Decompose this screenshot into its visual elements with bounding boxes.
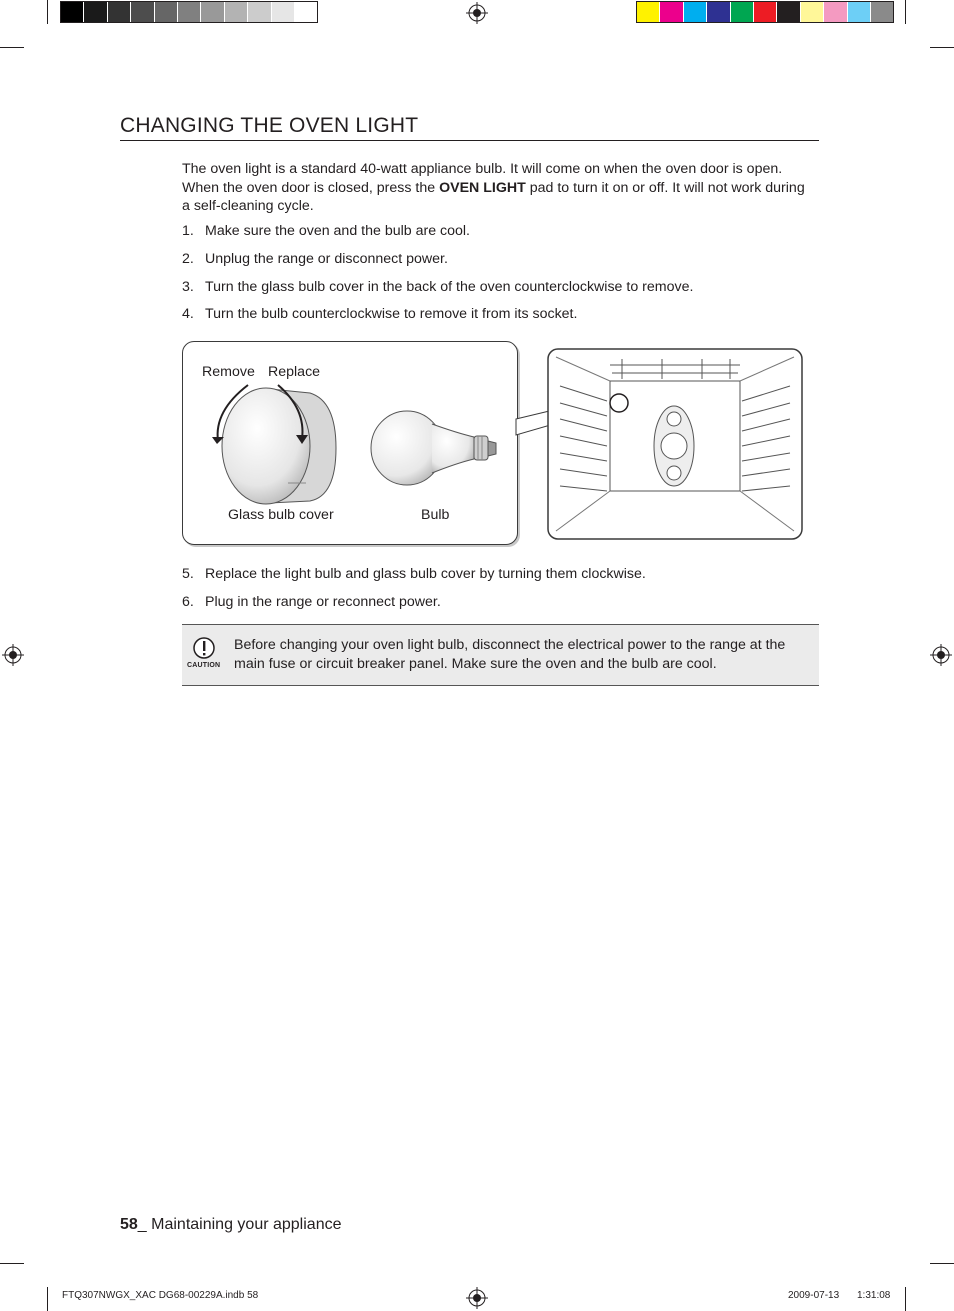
light-bulb-icon (371, 411, 496, 485)
crop-mark (0, 47, 24, 48)
crop-mark (930, 1263, 954, 1264)
step-item (182, 305, 812, 324)
caution-text: Before changing your oven light bulb, disconnect the electrical power to the range at the main fuse or circuit breaker panel. Make sure the oven and the bulb are cool. (234, 637, 786, 672)
step-text: Turn the bulb counterclockwise to remove it from its socket. (205, 306, 578, 322)
slug-time: 1:31:08 (857, 1290, 891, 1301)
crop-mark (905, 1287, 906, 1311)
bulb-label: Bulb (421, 507, 450, 523)
remove-label: Remove (202, 364, 255, 380)
step-item (182, 250, 812, 269)
crop-mark (47, 0, 48, 24)
step-item (182, 565, 812, 584)
step-item (182, 593, 812, 612)
step-number: 3. (182, 279, 194, 295)
step-number: 5. (182, 566, 194, 582)
step-text: Unplug the range or disconnect power. (205, 251, 448, 267)
step-number: 2. (182, 251, 194, 267)
glass-bulb-cover-label: Glass bulb cover (228, 507, 334, 523)
step-text: Plug in the range or reconnect power. (205, 594, 441, 610)
intro-text-start: The oven light is a standard 40-watt appliance bulb. It will come on when the oven door is open. When the oven door is closed, press the (182, 161, 783, 196)
page-number: 58 (120, 1216, 138, 1233)
section-name: _ Maintaining your appliance (137, 1216, 342, 1233)
crop-mark (905, 0, 906, 24)
caution-note (182, 624, 819, 686)
slug-date: 2009-07-13 (788, 1290, 840, 1301)
step-item (182, 278, 812, 297)
color-bar-frame (636, 1, 894, 23)
step-number: 1. (182, 223, 194, 239)
registration-mark-icon (930, 644, 952, 666)
step-text: Turn the glass bulb cover in the back of the oven counterclockwise to remove. (205, 279, 694, 295)
step-text: Replace the light bulb and glass bulb cover by turning them clockwise. (205, 566, 646, 582)
oven-light-illustration (182, 341, 822, 556)
caution-word: CAUTION (187, 662, 221, 669)
crop-mark (47, 1287, 48, 1311)
glass-bulb-cover-icon (222, 388, 336, 504)
intro-text-end: pad to turn it on or off. It will not work during a self-cleaning cycle. (182, 179, 805, 214)
page-footer (120, 1216, 341, 1234)
caution-icon (193, 637, 215, 659)
step-item (182, 222, 812, 241)
step-number: 6. (182, 594, 194, 610)
file-slug: FTQ307NWGX_XAC DG68-00229A.indb 58 (62, 1290, 259, 1301)
color-bar-frame (60, 1, 318, 23)
registration-mark-icon (2, 644, 24, 666)
intro-paragraph (182, 160, 814, 216)
oven-light-pad-name: OVEN LIGHT (439, 179, 526, 196)
oven-cavity-icon (548, 349, 802, 539)
section-title: CHANGING THE OVEN LIGHT (120, 114, 819, 141)
crop-mark (930, 47, 954, 48)
step-text: Make sure the oven and the bulb are cool. (205, 223, 471, 239)
crop-mark (0, 1263, 24, 1264)
step-number: 4. (182, 306, 194, 322)
registration-mark-icon (466, 1287, 488, 1309)
replace-label: Replace (268, 364, 321, 380)
registration-mark-icon (466, 2, 488, 24)
